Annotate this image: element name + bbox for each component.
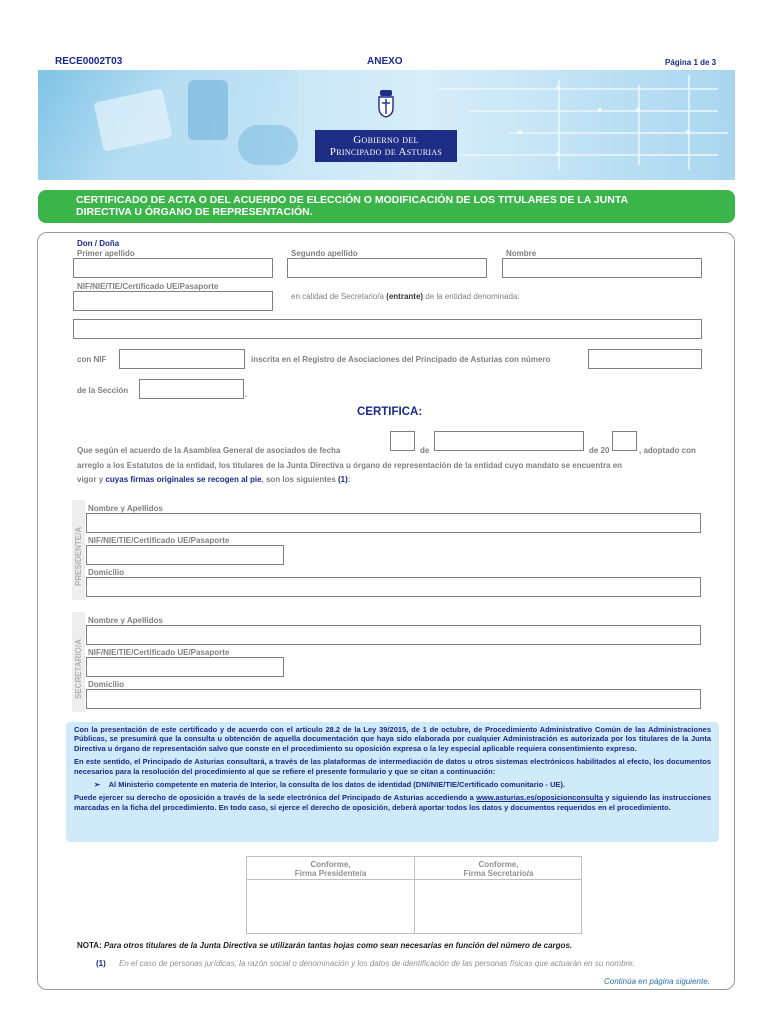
form-title (38, 190, 735, 223)
primer-apellido-input[interactable] (73, 258, 273, 278)
acuerdo-text-3 (77, 475, 350, 484)
arrow-bullet-icon: ➢ (94, 780, 101, 790)
secretario-side-label: SECRETARIO/A (74, 639, 83, 699)
nif-label: NIF/NIE/TIE/Certificado UE/Pasaporte (77, 282, 219, 291)
acuerdo-20: de 20 (589, 446, 610, 455)
nif-input[interactable] (73, 291, 273, 311)
acuerdo-text-2: arreglo a los Estatutos de la entidad, los titulares de la Junta Directiva u órgano de representación de la entidad cuyo mandato se encuentra en (77, 461, 623, 470)
page-number: Página 1 de 3 (665, 58, 717, 67)
calidad-post: de la entidad denominada: (423, 292, 520, 301)
inscrita-label: inscrita en el Registro de Asociaciones del Principado de Asturias con número (251, 355, 551, 364)
nota-label: NOTA: (77, 941, 102, 950)
notice-p3-post: y siguiendo las instrucciones marcadas en la ficha del procedimiento. En todo caso, si ejerce el derecho de oposición, deberá aportar todos los datos y documentos requeridos en el procedimiento. (74, 793, 711, 812)
acuerdo-line3-pre: vigor y (77, 475, 106, 484)
acuerdo-de: de (420, 446, 430, 455)
presidente-domicilio-input[interactable] (86, 577, 701, 597)
acuerdo-line3-end: : (347, 475, 351, 484)
fecha-dia-input[interactable] (390, 431, 415, 451)
seccion-label: de la Sección (77, 386, 129, 395)
sig-sec-line-1: Conforme, (478, 860, 519, 869)
oposicion-consulta-link[interactable]: www.asturias.es/oposicionconsulta (476, 793, 603, 803)
secretario-nif-input[interactable] (86, 657, 284, 677)
entidad-input[interactable] (73, 319, 702, 339)
presidente-nombre-input[interactable] (86, 513, 701, 533)
notice-paragraph-1: Con la presentación de este certificado y de acuerdo con el artículo 28.2 de la Ley 39/2015, de 1 de octubre, de Procedimiento Administrativo Común de las Administraciones Públicas, se presumirá que la consulta u obtención de aquella documentación que haya sido elaborada por cualquier Administración es autorizada por los titulares de la Junta Directiva u órgano de representación salvo que conste en el procedimiento su oposición expresa o la ley especial aplicable requiera consentimiento expreso. (74, 725, 711, 753)
calidad-pre: en calidad de Secretario/a (291, 292, 387, 301)
acuerdo-line3-bold: cuyas firmas originales se recogen al pie (105, 475, 262, 484)
form-code: RECE0002T03 (55, 56, 123, 67)
form-title-line-2: DIRECTIVA U ÓRGANO DE REPRESENTACIÓN. (76, 206, 313, 218)
calidad-text (291, 292, 520, 301)
secretario-nif-label: NIF/NIE/TIE/Certificado UE/Pasaporte (88, 648, 230, 657)
form-title-line-1: CERTIFICADO DE ACTA O DEL ACUERDO DE ELECCIÓN O MODIFICACIÓN DE LOS TITULARES DE LA JUNTA (76, 194, 629, 206)
presidente-nif-input[interactable] (86, 545, 284, 565)
fecha-anio-input[interactable] (612, 431, 637, 451)
notice-bullet (74, 780, 711, 789)
logo-line-1: Gobierno del (353, 134, 419, 146)
sig-sec-line-2: Firma Secretario/a (463, 869, 534, 878)
signature-column-divider (414, 857, 415, 933)
segundo-apellido-label: Segundo apellido (291, 249, 358, 258)
sig-pres-line-2: Firma Presidente/a (294, 869, 367, 878)
footnote-text: En el caso de personas jurídicas, la razón social o denominación y los datos de identificación de las personas físicas que actuarán en su nombre. (119, 959, 635, 968)
signature-table (246, 856, 582, 934)
notice-p3-pre: Puede ejercer su derecho de oposición a través de la sede electrónica del Principado de Asturias accediendo a (74, 793, 477, 803)
data-consultation-notice (66, 722, 719, 842)
presidente-side-label: PRESIDENTE/A (74, 526, 83, 586)
notice-paragraph-2: En este sentido, el Principado de Asturias consultará, a través de las plataformas de intermediación de datos u otros sistemas electrónicos habilitados al efecto, los documentos necesarios para la resolución del procedimiento al que se refiere el presente formulario y que se citan a continuación: (74, 757, 711, 776)
footnote-ref: (1) (96, 959, 106, 968)
calidad-entrante: (entrante) (386, 292, 424, 301)
government-logo (315, 130, 457, 162)
fecha-mes-input[interactable] (434, 431, 584, 451)
notice-paragraph-3 (74, 793, 711, 812)
continua-text: Continúa en página siguiente. (604, 977, 710, 986)
secretario-domicilio-label: Domicilio (88, 680, 125, 689)
signature-secretario[interactable] (415, 857, 582, 933)
seccion-input[interactable] (139, 379, 244, 399)
con-nif-label: con NIF (77, 355, 107, 364)
entidad-nif-input[interactable] (119, 349, 245, 369)
acuerdo-post: , adoptado con (639, 446, 696, 455)
acuerdo-text-1: Que según el acuerdo de la Asamblea General de asociados de fecha (77, 446, 341, 455)
nombre-input[interactable] (502, 258, 702, 278)
nota-text: Para otros titulares de la Junta Directiva se utilizarán tantas hojas como sean necesarias en función del número de cargos. (101, 941, 573, 950)
don-dona-label: Don / Doña (77, 239, 120, 248)
nota (77, 941, 572, 950)
certifica-heading: CERTIFICA: (357, 406, 423, 418)
secretario-nombre-label: Nombre y Apellidos (88, 616, 163, 625)
acuerdo-line3-ref: (1) (338, 475, 348, 484)
annex-title: ANEXO (367, 56, 403, 67)
logo-line-2: Principado de Asturias (329, 146, 443, 158)
coat-of-arms-icon (376, 88, 396, 118)
sig-pres-line-1: Conforme, (310, 860, 351, 869)
presidente-nif-label: NIF/NIE/TIE/Certificado UE/Pasaporte (88, 536, 230, 545)
registro-numero-input[interactable] (588, 349, 702, 369)
seccion-dot: . (245, 390, 248, 399)
presidente-domicilio-label: Domicilio (88, 568, 125, 577)
secretario-domicilio-input[interactable] (86, 689, 701, 709)
header-banner (38, 70, 735, 180)
notice-bullet-text: Al Ministerio competente en materia de Interior, la consulta de los datos de identidad (DNI/NIE/TIE/Certificado comunitario - UE). (108, 780, 565, 790)
nombre-label: Nombre (506, 249, 537, 258)
primer-apellido-label: Primer apellido (77, 249, 135, 258)
acuerdo-line3-post: , son los siguientes (261, 475, 338, 484)
segundo-apellido-input[interactable] (287, 258, 487, 278)
presidente-nombre-label: Nombre y Apellidos (88, 504, 163, 513)
signature-presidente[interactable] (247, 857, 414, 933)
secretario-nombre-input[interactable] (86, 625, 701, 645)
